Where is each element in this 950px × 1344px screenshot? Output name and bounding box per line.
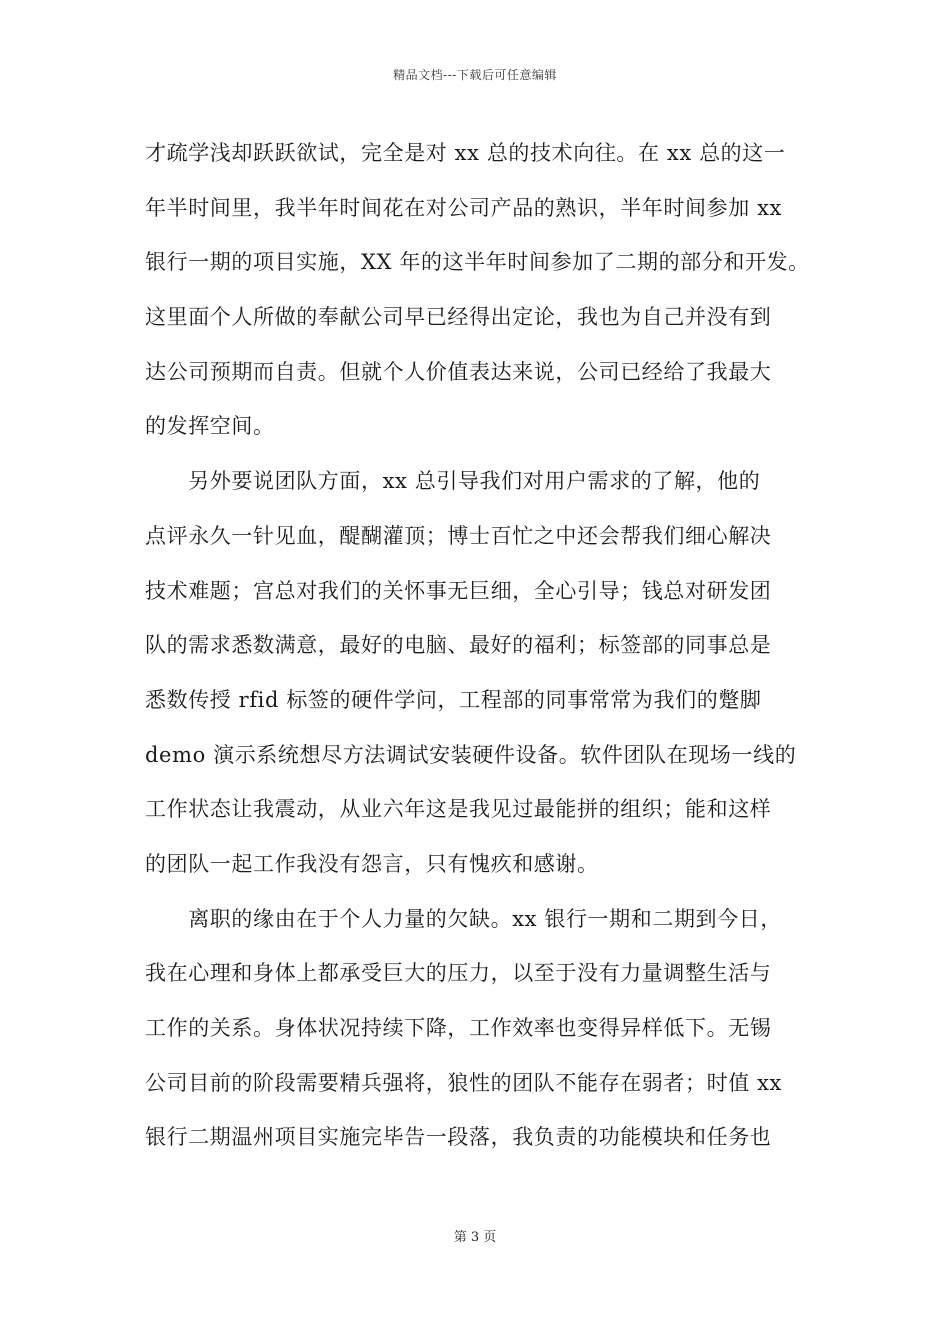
text-line: demo 演示系统想尽方法调试安装硬件设备。软件团队在现场一线的 xyxy=(145,742,797,767)
text-line: 银行二期温州项目实施完毕告一段落，我负责的功能模块和任务也 xyxy=(145,1125,772,1150)
text-line: 我在心理和身体上都承受巨大的压力，以至于没有力量调整生活与 xyxy=(145,961,772,986)
text-line: 点评永久一针见血，醍醐灌顶；博士百忙之中还会帮我们细心解决 xyxy=(145,523,772,548)
text-line: 才疏学浅却跃跃欲试，完全是对 xx 总的技术向往。在 xx 总的这一 xyxy=(145,141,786,165)
page-number: 第 3 页 xyxy=(453,1230,497,1245)
text-line: 银行一期的项目实施，XX 年的这半年时间参加了二期的部分和开发。 xyxy=(145,250,810,275)
text-line: 公司目前的阶段需要精兵强将，狼性的团队不能存在弱者；时值 xx xyxy=(145,1070,782,1095)
document-body xyxy=(145,130,820,1169)
text-line: 工作状态让我震动，从业六年这是我见过最能拼的组织；能和这样 xyxy=(145,797,772,822)
text-line: 另外要说团队方面，xx 总引导我们对用户需求的了解，他的 xyxy=(145,469,761,494)
text-line: 的发挥空间。 xyxy=(145,414,275,439)
page-header: 精品文档---下载后可任意编辑 xyxy=(393,68,557,82)
text-line: 队的需求悉数满意，最好的电脑、最好的福利；标签部的同事总是 xyxy=(145,633,772,658)
text-line: 达公司预期而自责。但就个人价值表达来说，公司已经给了我最大 xyxy=(145,359,772,384)
text-line: 技术难题；宫总对我们的关怀事无巨细，全心引导；钱总对研发团 xyxy=(145,578,772,603)
text-line: 这里面个人所做的奉献公司早已经得出定论，我也为自己并没有到 xyxy=(145,305,772,330)
text-line: 工作的关系。身体状况持续下降，工作效率也变得异样低下。无锡 xyxy=(145,1016,772,1040)
text-line: 悉数传授 rfid 标签的硬件学问，工程部的同事常常为我们的蹩脚 xyxy=(145,687,762,712)
text-line: 的团队一起工作我没有怨言，只有愧疚和感谢。 xyxy=(145,851,599,876)
text-line: 年半时间里，我半年时间花在对公司产品的熟识，半年时间参加 xx xyxy=(145,195,782,220)
text-line: 离职的缘由在于个人力量的欠缺。xx 银行一期和二期到今日， xyxy=(145,906,782,931)
